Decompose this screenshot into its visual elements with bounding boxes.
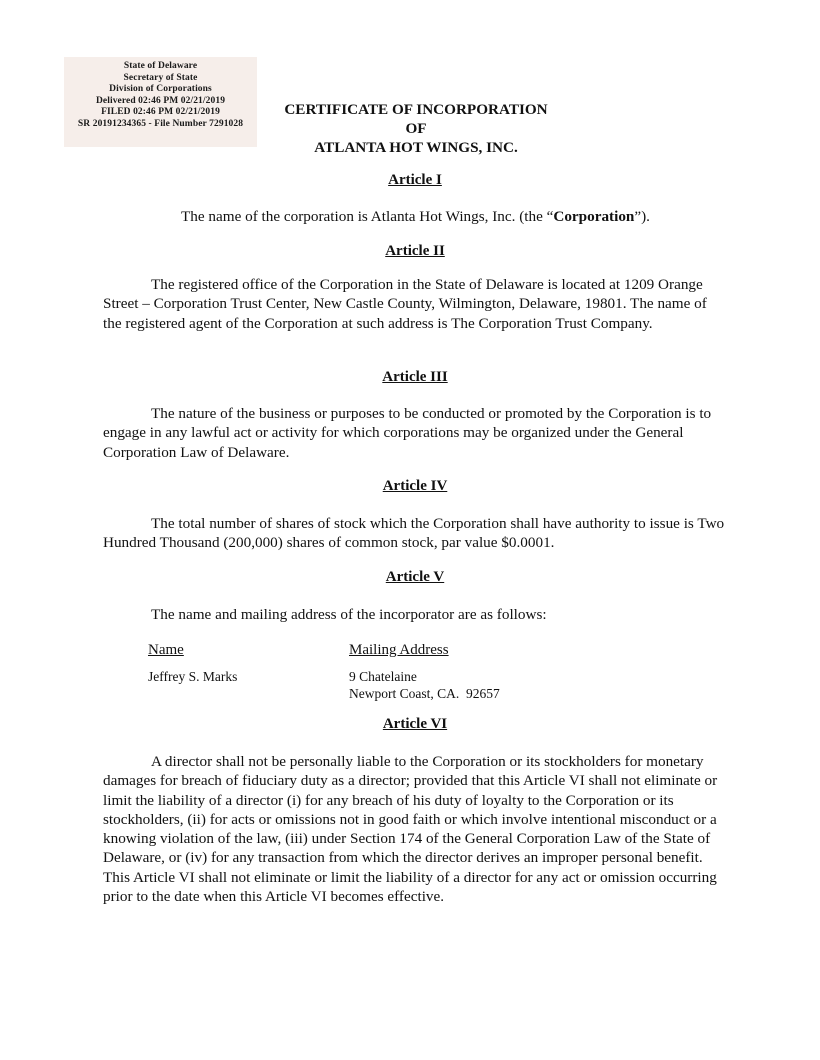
article-5-body: [103, 605, 728, 624]
article-1-text: The name of the corporation is Atlanta Hot Wings, Inc. (the “: [181, 208, 554, 225]
article-6-heading: Article VI: [382, 716, 448, 732]
title-line-2: OF: [405, 120, 427, 137]
article-5-heading: Article V: [385, 569, 445, 585]
stamp-line: Division of Corporations: [109, 84, 212, 95]
address-column-header: Mailing Address: [349, 642, 449, 658]
article-1-body: [103, 207, 728, 226]
article-3-text: The nature of the business or purposes to be conducted or promoted by the Corporation is to engage in any lawful act or activity for which corporations may be organized under the General Corporation Law of Delaware.: [103, 405, 712, 461]
article-4-heading: Article IV: [382, 478, 448, 494]
filing-stamp: [64, 57, 257, 147]
article-5-text: The name and mailing address of the incorporator are as follows:: [151, 606, 547, 623]
address-line-1: 9 Chatelaine: [349, 669, 417, 684]
article-3-body: [103, 404, 728, 462]
title-line-1: CERTIFICATE OF INCORPORATION: [284, 101, 548, 118]
stamp-line: Delivered 02:46 PM 02/21/2019: [95, 95, 226, 106]
article-4-body: [103, 514, 728, 553]
title-line-3: ATLANTA HOT WINGS, INC.: [314, 139, 518, 156]
article-6-text: A director shall not be personally liable to the Corporation or its stockholders for monetary damages for breach of fiduciary duty as a director; provided that this Article VI shall not eliminate or limit the liability of a director (i) for any breach of his duty of loyalty to the Corporation or its stockholders, (ii) for acts or omissions not in good faith or which involve intentional misconduct or a knowing violation of the law, (iii) under Section 174 of the General Corporation Law of the State of Delaware, or (iv) for any transaction from which the director derives an improper personal benefit. This Article VI shall not eliminate or limit the liability of a director for any act or omission occurring prior to the date when this Article VI becomes effective.: [103, 753, 718, 906]
stamp-line: SR 20191234365 - File Number 7291028: [77, 118, 244, 129]
article-2-heading: Article II: [385, 243, 445, 259]
stamp-line: FILED 02:46 PM 02/21/2019: [101, 107, 220, 118]
article-2-text: The registered office of the Corporation in the State of Delaware is located at 1209 Orange Street – Corporation Trust Center, New Castle County, Wilmington, Delaware, 19801. The name of the registered agent of the Corporation at such address is The Corporation Trust Company.: [103, 276, 707, 332]
article-3-heading: Article III: [382, 369, 448, 385]
article-2-body: [103, 275, 728, 333]
corporation-term: Corporation: [553, 208, 635, 225]
document-title: [258, 100, 574, 157]
incorporator-name: Jeffrey S. Marks: [148, 669, 238, 684]
article-6-body: [103, 752, 728, 906]
address-line-2: Newport Coast, CA. 92657: [349, 686, 500, 701]
name-column-header: Name: [148, 642, 184, 658]
stamp-line: Secretary of State: [123, 72, 198, 83]
article-4-text: The total number of shares of stock which the Corporation shall have authority to issue is Two Hundred Thousand (200,000) shares of common stock, par value $0.0001.: [103, 515, 725, 552]
stamp-line: State of Delaware: [123, 61, 198, 71]
article-1-heading: Article I: [388, 172, 442, 188]
incorporator-address: [349, 668, 500, 702]
article-1-text-end: ”).: [634, 208, 650, 225]
